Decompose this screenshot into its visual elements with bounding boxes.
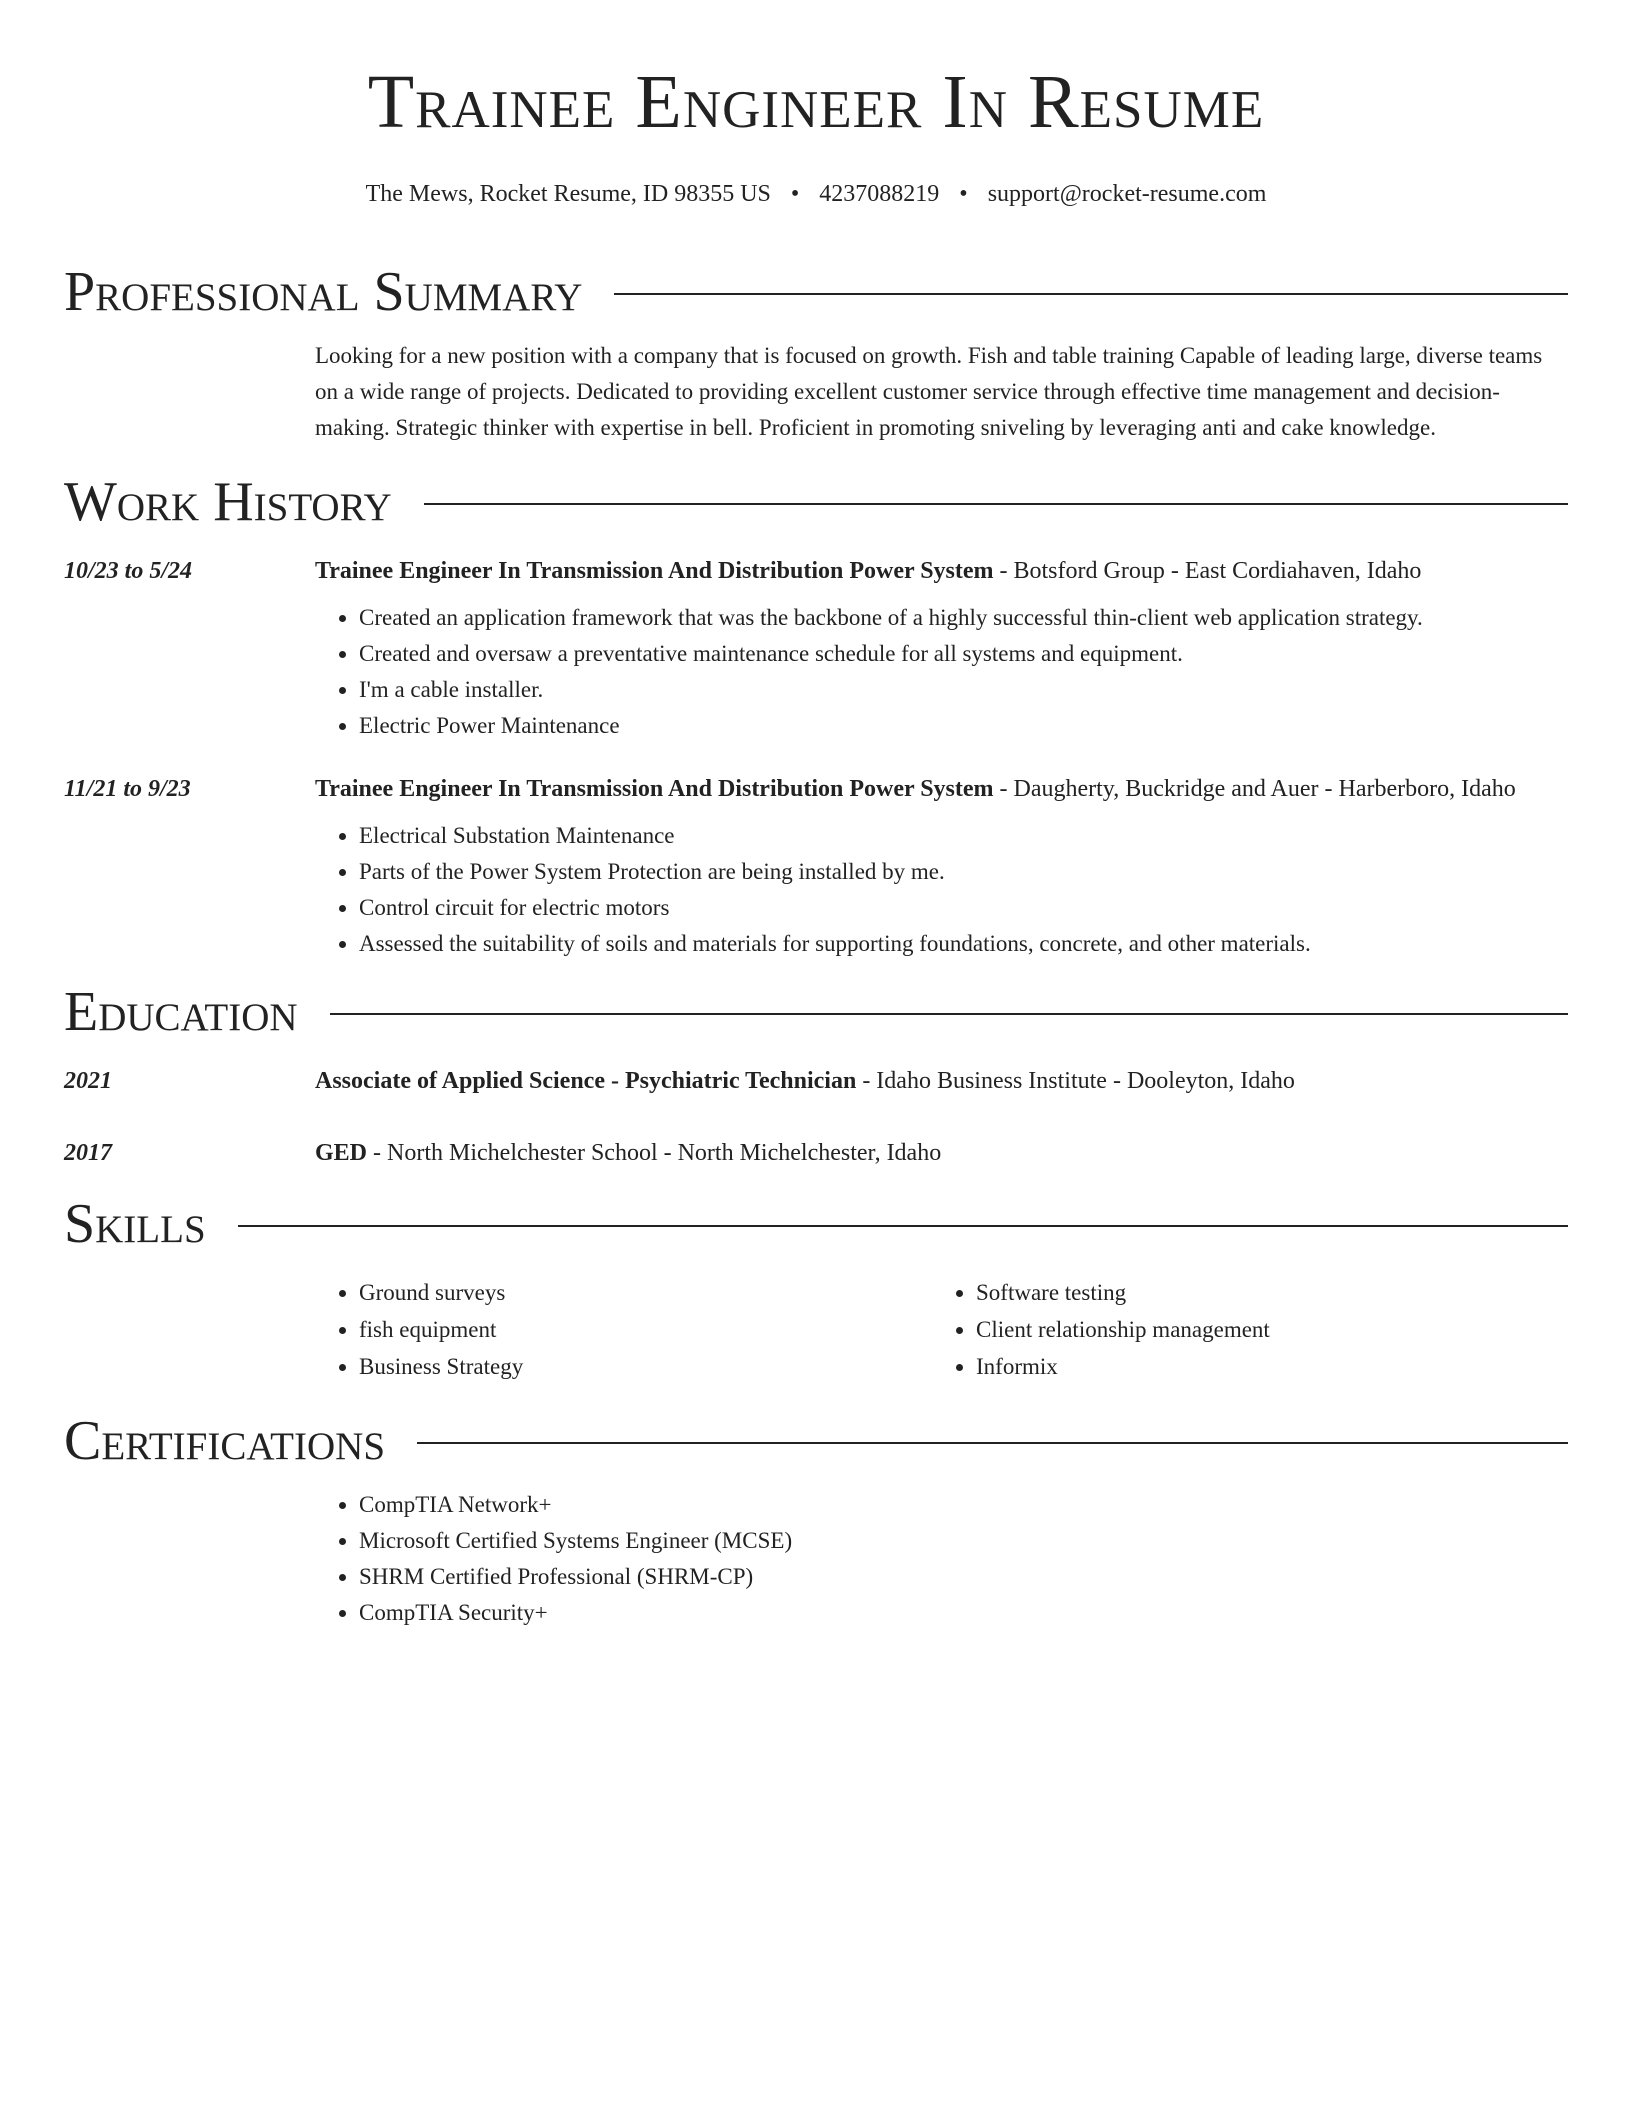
list-item: • Parts of the Power System Protection are being installed by me. bbox=[359, 854, 1568, 890]
certifications-section bbox=[64, 1411, 1568, 1631]
list-item: • Electric Power Maintenance bbox=[359, 708, 1568, 744]
contact-address: The Mews, Rocket Resume, ID 98355 US bbox=[365, 181, 771, 207]
education-heading-line bbox=[315, 1134, 1568, 1172]
job-heading bbox=[315, 552, 1568, 590]
summary-section bbox=[64, 262, 1568, 446]
job-dates: 10/23 to 5/24 bbox=[64, 558, 193, 584]
contact-separator: • bbox=[790, 181, 800, 207]
job-entry bbox=[64, 552, 1568, 744]
job-position: Trainee Engineer In Transmission And Distribution Power System bbox=[315, 558, 994, 584]
certifications-heading bbox=[64, 1411, 1568, 1471]
skills-column-right bbox=[932, 1274, 1549, 1385]
education-year: 2021 bbox=[64, 1068, 112, 1094]
education-entry bbox=[64, 1134, 1568, 1172]
job-bullets bbox=[315, 818, 1568, 962]
job-dates: 11/21 to 9/23 bbox=[64, 776, 191, 802]
certifications-title: Certifications bbox=[64, 1410, 386, 1472]
work-history-title: Work History bbox=[64, 471, 392, 533]
education-degree: GED bbox=[315, 1140, 368, 1166]
education-school-location: - North Michelchester School - North Michelchester, Idaho bbox=[367, 1140, 942, 1166]
job-position: Trainee Engineer In Transmission And Distribution Power System bbox=[315, 776, 994, 802]
summary-title: Professional Summary bbox=[64, 261, 583, 323]
list-item: • Business Strategy bbox=[359, 1348, 932, 1385]
contact-separator: • bbox=[959, 181, 968, 207]
list-item: • fish equipment bbox=[359, 1311, 932, 1348]
job-company-location: - Daugherty, Buckridge and Auer - Harberboro, Idaho bbox=[993, 776, 1516, 802]
skills-column-left bbox=[315, 1274, 932, 1385]
education-heading bbox=[64, 982, 1568, 1042]
education-section bbox=[64, 982, 1568, 1172]
skills-heading bbox=[64, 1194, 1568, 1254]
skills-title: Skills bbox=[64, 1193, 206, 1255]
section-divider bbox=[238, 1225, 1568, 1227]
section-divider bbox=[614, 293, 1568, 295]
education-school-location: - Idaho Business Institute - Dooleyton, Idaho bbox=[856, 1068, 1295, 1094]
contact-email: support@rocket-resume.com bbox=[987, 181, 1267, 207]
list-item: • Software testing bbox=[976, 1274, 1549, 1311]
contact-line bbox=[64, 178, 1568, 210]
job-company-location: - Botsford Group - East Cordiahaven, Idaho bbox=[993, 558, 1422, 584]
summary-text: Looking for a new position with a company that is focused on growth. Fish and table training Capable of leading large, diverse teams on a wide range of projects. Dedicated to providing excellent customer service through effective time management and decision-making. Strategic thinker with expertise in bell. Proficient in promoting sniveling by leveraging anti and cake knowledge. bbox=[315, 343, 1543, 440]
section-divider bbox=[424, 503, 1568, 505]
list-item: • SHRM Certified Professional (SHRM-CP) bbox=[359, 1559, 1568, 1595]
list-item: • CompTIA Security+ bbox=[359, 1595, 1568, 1631]
resume-page bbox=[64, 0, 1568, 1631]
summary-heading bbox=[64, 262, 1568, 322]
contact-phone: 4237088219 bbox=[819, 181, 940, 207]
list-item: • Ground surveys bbox=[359, 1274, 932, 1311]
list-item: • I'm a cable installer. bbox=[359, 672, 1568, 708]
education-degree: Associate of Applied Science - Psychiatric Technician bbox=[315, 1068, 857, 1094]
job-heading bbox=[315, 770, 1568, 808]
list-item: • Assessed the suitability of soils and materials for supporting foundations, concrete, and other materials. bbox=[359, 926, 1568, 962]
list-item: • CompTIA Network+ bbox=[359, 1487, 1568, 1523]
skills-section bbox=[64, 1194, 1568, 1385]
job-entry bbox=[64, 770, 1568, 962]
list-item: • Microsoft Certified Systems Engineer (MCSE) bbox=[359, 1523, 1568, 1559]
list-item: • Control circuit for electric motors bbox=[359, 890, 1568, 926]
list-item: • Informix bbox=[976, 1348, 1549, 1385]
list-item: • Created an application framework that was the backbone of a highly successful thin-client web application strategy. bbox=[359, 600, 1568, 636]
education-heading-line bbox=[315, 1062, 1568, 1100]
work-history-heading bbox=[64, 472, 1568, 532]
list-item: • Client relationship management bbox=[976, 1311, 1549, 1348]
education-year: 2017 bbox=[64, 1140, 112, 1166]
certifications-list bbox=[315, 1487, 1568, 1631]
list-item: • Electrical Substation Maintenance bbox=[359, 818, 1568, 854]
list-item: • Created and oversaw a preventative maintenance schedule for all systems and equipment. bbox=[359, 636, 1568, 672]
education-title: Education bbox=[64, 981, 298, 1043]
work-history-section bbox=[64, 472, 1568, 962]
section-divider bbox=[330, 1013, 1568, 1015]
section-divider bbox=[417, 1442, 1568, 1444]
education-entry bbox=[64, 1062, 1568, 1100]
job-bullets bbox=[315, 600, 1568, 744]
skills-list bbox=[315, 1274, 1568, 1385]
resume-name: Trainee Engineer In Resume bbox=[367, 60, 1265, 144]
